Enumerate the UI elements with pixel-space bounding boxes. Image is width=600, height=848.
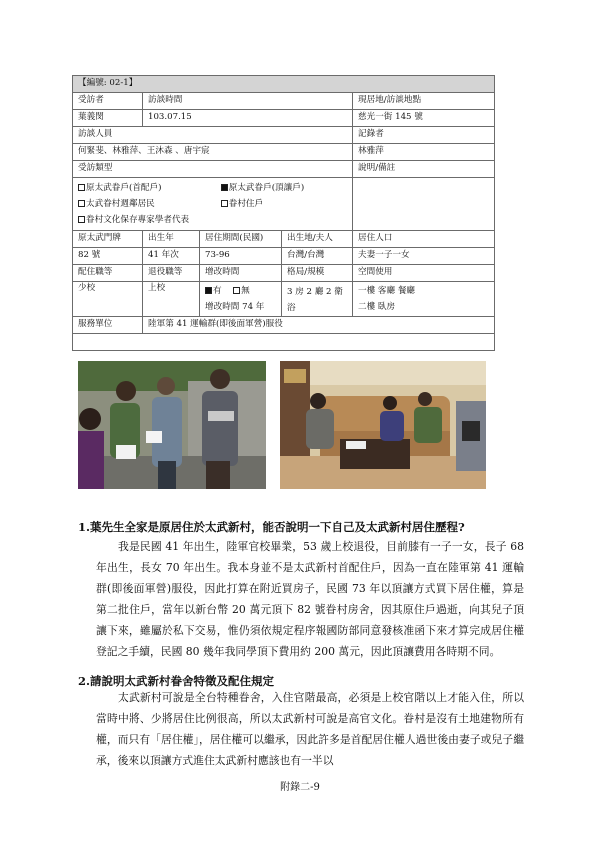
table-cell: 台灣/台灣 bbox=[282, 248, 353, 265]
space-use-cell: 一樓 客廳 餐廳 二樓 臥房 bbox=[353, 282, 495, 317]
table-cell: 出生地/夫人 bbox=[282, 231, 353, 248]
table-cell: 葉義閔 bbox=[73, 110, 143, 127]
table-cell: 少校 bbox=[73, 282, 143, 317]
table-row bbox=[73, 161, 495, 178]
indoor-interview-photo bbox=[280, 361, 486, 489]
photos-cell bbox=[73, 334, 495, 351]
table-cell: 居住人口 bbox=[353, 231, 495, 248]
option-original-first: 原太武眷戶(首配戶) bbox=[78, 180, 218, 196]
table-cell: 退役職等 bbox=[143, 265, 200, 282]
table-row bbox=[73, 265, 495, 282]
table-row bbox=[73, 144, 495, 161]
table-row bbox=[73, 127, 495, 144]
table-cell: 服務單位 bbox=[73, 317, 143, 334]
renovation-cell: 有 無 增改時間 74 年 bbox=[200, 282, 282, 317]
option-village-resident: 眷村住戶 bbox=[221, 199, 263, 209]
table-cell: 103.07.15 bbox=[143, 110, 353, 127]
interviewee-type-options bbox=[73, 178, 353, 231]
table-cell: 41 年次 bbox=[143, 248, 200, 265]
table-cell: 82 號 bbox=[73, 248, 143, 265]
checkbox-empty-icon bbox=[221, 200, 228, 207]
table-row bbox=[73, 110, 495, 127]
table-cell: 上校 bbox=[143, 282, 200, 317]
table-cell: 陸軍第 41 運輸群(即後面軍營)服役 bbox=[143, 317, 495, 334]
table-cell: 增改時間 bbox=[200, 265, 282, 282]
table-row bbox=[73, 317, 495, 334]
section-2-heading: 2.請說明太武新村眷舍特徵及配住規定 bbox=[78, 674, 275, 688]
table-row bbox=[73, 93, 495, 110]
checkbox-empty-icon bbox=[78, 184, 85, 191]
table-cell: 訪談人員 bbox=[73, 127, 353, 144]
table-cell: 3 房 2 廳 2 衛浴 bbox=[282, 282, 353, 317]
option-neighbor: 太武眷村週鄰居民 bbox=[78, 196, 218, 212]
table-cell: 說明/備註 bbox=[353, 161, 495, 178]
checkbox-empty-icon bbox=[78, 216, 85, 223]
checkbox-empty-icon bbox=[233, 287, 240, 294]
table-row bbox=[73, 231, 495, 248]
section-1-paragraph: 我是民國 41 年出生，陸軍官校畢業，53 歲上校退役，目前膝有一子一女，長子 68 年出生，長女 70 年出生。我本身並不是太武新村首配住戶，因為一直在陸軍第 41 運輸群(即後面軍營)服役，因此打算在附近買房子，民國 73 年以頂讓方式買下居住權，算是第二批住戶，當年以新台幣 20 萬元頂下 82 號眷村房舍，因其原住戶過逝，向其兒子頂讓下來，雖屬於私下交易，惟仍須依規定程序報國防部同意發核准函下來才算完成居住權登記之手續，民國 80 幾年我同學頂下費用約 200 萬元，因此頂讓費用各時期不同。 bbox=[96, 540, 524, 658]
checkbox-empty-icon bbox=[78, 200, 85, 207]
table-row bbox=[73, 178, 495, 231]
section-1-heading: 1.葉先生全家是原居住於太武新村，能否說明一下自己及太武新村居住歷程? bbox=[78, 520, 465, 534]
option-original-transfer: 原太武眷戶(頂讓戶) bbox=[221, 183, 304, 193]
table-cell: 現居地/訪談地點 bbox=[353, 93, 495, 110]
table-cell: 空間使用 bbox=[353, 265, 495, 282]
table-cell: 記錄者 bbox=[353, 127, 495, 144]
table-cell: 格局/規模 bbox=[282, 265, 353, 282]
option-expert: 眷村文化保存專家學者代表 bbox=[78, 215, 189, 225]
table-cell: 出生年 bbox=[143, 231, 200, 248]
table-cell: 居住期間(民國) bbox=[200, 231, 282, 248]
table-row bbox=[73, 76, 495, 93]
table-cell: 夫妻一子一女 bbox=[353, 248, 495, 265]
table-cell: 林雅萍 bbox=[353, 144, 495, 161]
table-cell: 何緊斐、林雅萍、王沐森 、唐宇宸 bbox=[73, 144, 353, 161]
table-row bbox=[73, 248, 495, 265]
table-cell: 訪談時間 bbox=[143, 93, 353, 110]
table-cell: 配住職等 bbox=[73, 265, 143, 282]
table-row bbox=[73, 282, 495, 317]
section-2-paragraph: 太武新村可說是全台特種眷舍，入住官階最高，必須是上校官階以上才能入住，所以當時中將、少將居住比例很高，所以太武新村可說是高官文化。眷村是沒有土地建物所有權，而只有「居住權」，居住權可以繼承，因此許多是首配居住權人過世後由妻子或兒子繼承，後來以頂讓方式進住太武新村應該也有一半以 bbox=[96, 691, 524, 767]
checkbox-filled-icon bbox=[221, 184, 228, 191]
table-cell: 受訪者 bbox=[73, 93, 143, 110]
interview-info-table bbox=[72, 75, 495, 351]
record-number: 【編號: 02-1】 bbox=[73, 76, 495, 93]
table-cell bbox=[353, 178, 495, 231]
table-cell: 73-96 bbox=[200, 248, 282, 265]
table-row bbox=[73, 334, 495, 351]
checkbox-filled-icon bbox=[205, 287, 212, 294]
table-cell: 受訪類型 bbox=[73, 161, 353, 178]
table-cell: 慈光一街 145 號 bbox=[353, 110, 495, 127]
outdoor-interview-photo bbox=[78, 361, 266, 489]
table-cell: 原太武門牌 bbox=[73, 231, 143, 248]
page-footer: 附錄二-9 bbox=[280, 782, 320, 793]
